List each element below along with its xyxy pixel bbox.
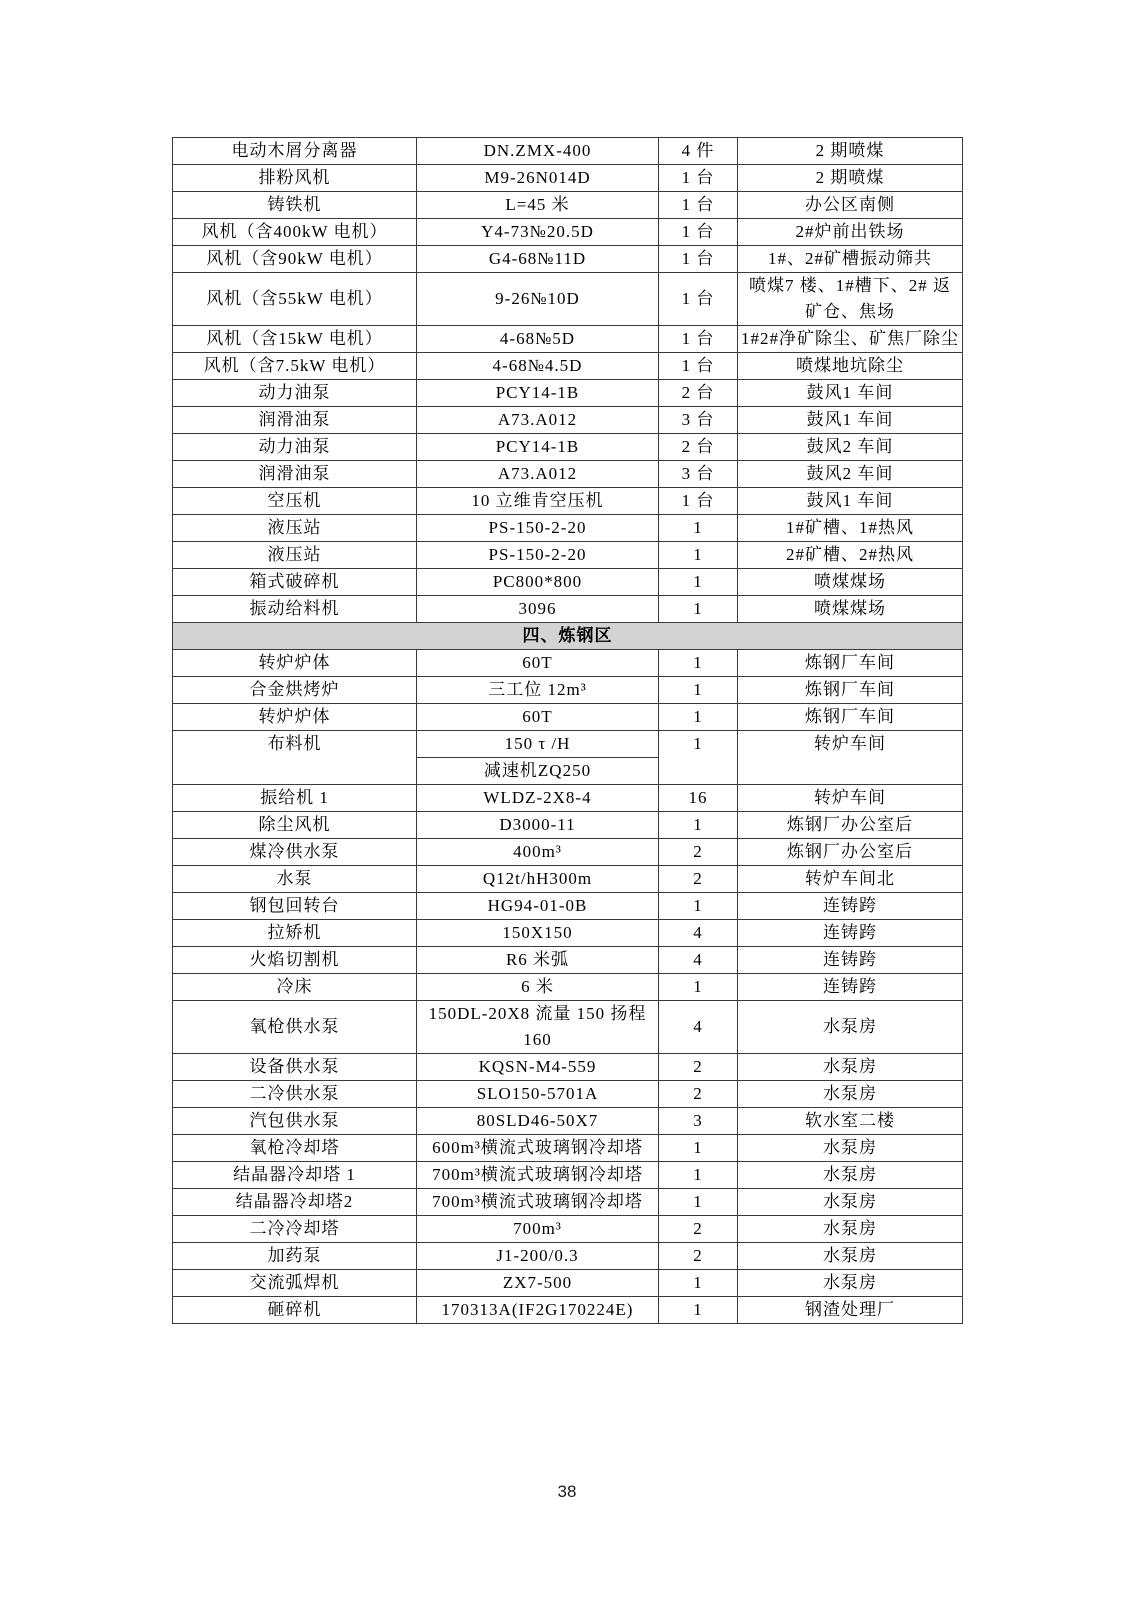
table-row — [173, 1081, 963, 1108]
cell-qty: 2 — [659, 1081, 738, 1108]
table-row — [173, 326, 963, 353]
cell-qty: 1 台 — [659, 219, 738, 246]
cell-location: 鼓风2 车间 — [738, 434, 963, 461]
table-row — [173, 569, 963, 596]
cell-model: R6 米弧 — [417, 947, 659, 974]
cell-location: 水泵房 — [738, 1270, 963, 1297]
cell-name: 氧枪供水泵 — [173, 1001, 417, 1054]
cell-name: 振给机 1 — [173, 785, 417, 812]
cell-name: 风机（含55kW 电机） — [173, 273, 417, 326]
cell-model: L=45 米 — [417, 192, 659, 219]
table-row — [173, 785, 963, 812]
cell-model: 9-26№10D — [417, 273, 659, 326]
cell-qty: 3 台 — [659, 461, 738, 488]
cell-model: WLDZ-2X8-4 — [417, 785, 659, 812]
cell-location: 软水室二楼 — [738, 1108, 963, 1135]
cell-name: 水泵 — [173, 866, 417, 893]
cell-name: 合金烘烤炉 — [173, 677, 417, 704]
cell-qty: 1 — [659, 1135, 738, 1162]
cell-model: 150X150 — [417, 920, 659, 947]
cell-name: 加药泵 — [173, 1243, 417, 1270]
table-row — [173, 596, 963, 623]
table-row — [173, 138, 963, 165]
cell-name: 冷床 — [173, 974, 417, 1001]
table-row — [173, 1135, 963, 1162]
table-row — [173, 893, 963, 920]
cell-qty: 1 — [659, 650, 738, 677]
cell-qty: 1 — [659, 1270, 738, 1297]
table-row — [173, 1243, 963, 1270]
cell-name: 风机（含7.5kW 电机） — [173, 353, 417, 380]
cell-name: 风机（含90kW 电机） — [173, 246, 417, 273]
cell-qty: 1 台 — [659, 326, 738, 353]
cell-location: 炼钢厂车间 — [738, 704, 963, 731]
cell-location: 喷煤地坑除尘 — [738, 353, 963, 380]
cell-model: M9-26N014D — [417, 165, 659, 192]
cell-location: 水泵房 — [738, 1243, 963, 1270]
cell-location: 钢渣处理厂 — [738, 1297, 963, 1324]
cell-qty: 1 — [659, 731, 738, 785]
cell-model: 170313A(IF2G170224E) — [417, 1297, 659, 1324]
cell-location: 转炉车间 — [738, 785, 963, 812]
cell-model: 80SLD46-50X7 — [417, 1108, 659, 1135]
cell-model: 6 米 — [417, 974, 659, 1001]
cell-name: 转炉炉体 — [173, 650, 417, 677]
cell-location: 2 期喷煤 — [738, 165, 963, 192]
cell-name: 煤冷供水泵 — [173, 839, 417, 866]
cell-name: 风机（含15kW 电机） — [173, 326, 417, 353]
cell-model: SLO150-5701A — [417, 1081, 659, 1108]
table-row — [173, 974, 963, 1001]
cell-qty: 1 — [659, 704, 738, 731]
cell-location: 1#2#净矿除尘、矿焦厂除尘 — [738, 326, 963, 353]
cell-model: HG94-01-0B — [417, 893, 659, 920]
cell-name: 除尘风机 — [173, 812, 417, 839]
table-row — [173, 1054, 963, 1081]
cell-model: 700m³横流式玻璃钢冷却塔 — [417, 1189, 659, 1216]
cell-location: 水泵房 — [738, 1216, 963, 1243]
cell-location: 鼓风2 车间 — [738, 461, 963, 488]
table-row — [173, 1297, 963, 1324]
cell-qty: 4 — [659, 1001, 738, 1054]
table-row — [173, 677, 963, 704]
cell-qty: 1 — [659, 893, 738, 920]
cell-model: 4-68№4.5D — [417, 353, 659, 380]
cell-location: 喷煤煤场 — [738, 596, 963, 623]
cell-qty: 1 台 — [659, 246, 738, 273]
table-row — [173, 165, 963, 192]
cell-name: 二冷供水泵 — [173, 1081, 417, 1108]
cell-location: 炼钢厂办公室后 — [738, 839, 963, 866]
cell-qty: 16 — [659, 785, 738, 812]
cell-location: 炼钢厂办公室后 — [738, 812, 963, 839]
cell-name: 铸铁机 — [173, 192, 417, 219]
cell-model: 700m³ — [417, 1216, 659, 1243]
equipment-table — [172, 137, 963, 1324]
cell-name: 风机（含400kW 电机） — [173, 219, 417, 246]
cell-location: 水泵房 — [738, 1001, 963, 1054]
table-row — [173, 434, 963, 461]
table-row — [173, 947, 963, 974]
cell-name: 振动给料机 — [173, 596, 417, 623]
cell-qty: 3 — [659, 1108, 738, 1135]
cell-qty: 3 台 — [659, 407, 738, 434]
cell-model: 700m³横流式玻璃钢冷却塔 — [417, 1162, 659, 1189]
cell-model: 10 立维肯空压机 — [417, 488, 659, 515]
cell-name: 液压站 — [173, 542, 417, 569]
cell-name: 箱式破碎机 — [173, 569, 417, 596]
cell-model: DN.ZMX-400 — [417, 138, 659, 165]
cell-qty: 1 — [659, 974, 738, 1001]
cell-model: PS-150-2-20 — [417, 515, 659, 542]
cell-name: 钢包回转台 — [173, 893, 417, 920]
cell-qty: 2 — [659, 839, 738, 866]
cell-location: 炼钢厂车间 — [738, 650, 963, 677]
cell-name: 结晶器冷却塔 1 — [173, 1162, 417, 1189]
table-row — [173, 1108, 963, 1135]
cell-model: PCY14-1B — [417, 380, 659, 407]
table-row — [173, 1216, 963, 1243]
table-row — [173, 380, 963, 407]
equipment-table-body — [173, 138, 963, 1324]
cell-name: 润滑油泵 — [173, 461, 417, 488]
section-header-label: 四、炼钢区 — [173, 623, 963, 650]
cell-name: 火焰切割机 — [173, 947, 417, 974]
table-row — [173, 353, 963, 380]
cell-location: 鼓风1 车间 — [738, 380, 963, 407]
cell-location: 水泵房 — [738, 1081, 963, 1108]
cell-location: 1#、2#矿槽振动筛共 — [738, 246, 963, 273]
cell-model: G4-68№11D — [417, 246, 659, 273]
cell-name: 交流弧焊机 — [173, 1270, 417, 1297]
table-row — [173, 1162, 963, 1189]
cell-name: 设备供水泵 — [173, 1054, 417, 1081]
table-row — [173, 731, 963, 758]
cell-model: 150DL-20X8 流量 150 扬程 160 — [417, 1001, 659, 1054]
cell-model: A73.A012 — [417, 461, 659, 488]
cell-location: 炼钢厂车间 — [738, 677, 963, 704]
cell-location: 1#矿槽、1#热风 — [738, 515, 963, 542]
table-row — [173, 650, 963, 677]
table-row — [173, 920, 963, 947]
cell-name: 汽包供水泵 — [173, 1108, 417, 1135]
cell-name: 动力油泵 — [173, 380, 417, 407]
cell-location: 水泵房 — [738, 1189, 963, 1216]
cell-qty: 2 — [659, 1216, 738, 1243]
cell-qty: 1 台 — [659, 165, 738, 192]
cell-qty: 1 — [659, 1297, 738, 1324]
table-row — [173, 812, 963, 839]
table-row — [173, 704, 963, 731]
cell-model: D3000-11 — [417, 812, 659, 839]
table-row — [173, 1001, 963, 1054]
table-row — [173, 219, 963, 246]
cell-location: 鼓风1 车间 — [738, 488, 963, 515]
table-row — [173, 1189, 963, 1216]
cell-model: PCY14-1B — [417, 434, 659, 461]
cell-name: 空压机 — [173, 488, 417, 515]
table-row — [173, 839, 963, 866]
cell-qty: 1 台 — [659, 488, 738, 515]
cell-name: 布料机 — [173, 731, 417, 785]
cell-model: PS-150-2-20 — [417, 542, 659, 569]
table-row — [173, 488, 963, 515]
cell-location: 喷煤7 楼、1#槽下、2# 返矿仓、焦场 — [738, 273, 963, 326]
cell-name: 动力油泵 — [173, 434, 417, 461]
cell-name: 拉矫机 — [173, 920, 417, 947]
cell-model: 150 τ /H — [417, 731, 659, 758]
cell-qty: 1 — [659, 515, 738, 542]
cell-name: 氧枪冷却塔 — [173, 1135, 417, 1162]
cell-model: 60T — [417, 650, 659, 677]
table-row — [173, 1270, 963, 1297]
cell-qty: 1 — [659, 1189, 738, 1216]
cell-name: 润滑油泵 — [173, 407, 417, 434]
cell-name: 砸碎机 — [173, 1297, 417, 1324]
table-row — [173, 273, 963, 326]
table-row — [173, 407, 963, 434]
cell-qty: 2 — [659, 866, 738, 893]
cell-location: 喷煤煤场 — [738, 569, 963, 596]
cell-location: 2#炉前出铁场 — [738, 219, 963, 246]
cell-location: 连铸跨 — [738, 893, 963, 920]
cell-name: 转炉炉体 — [173, 704, 417, 731]
cell-model: PC800*800 — [417, 569, 659, 596]
cell-qty: 1 台 — [659, 273, 738, 326]
cell-qty: 1 — [659, 569, 738, 596]
cell-qty: 1 — [659, 677, 738, 704]
cell-location: 转炉车间北 — [738, 866, 963, 893]
cell-qty: 2 台 — [659, 380, 738, 407]
cell-location: 办公区南侧 — [738, 192, 963, 219]
cell-model: 400m³ — [417, 839, 659, 866]
cell-location: 连铸跨 — [738, 920, 963, 947]
cell-name: 二冷冷却塔 — [173, 1216, 417, 1243]
cell-qty: 4 — [659, 947, 738, 974]
table-row — [173, 542, 963, 569]
table-row — [173, 515, 963, 542]
cell-qty: 4 — [659, 920, 738, 947]
cell-model: 4-68№5D — [417, 326, 659, 353]
table-row — [173, 866, 963, 893]
cell-location: 连铸跨 — [738, 947, 963, 974]
table-row — [173, 192, 963, 219]
cell-name: 结晶器冷却塔2 — [173, 1189, 417, 1216]
cell-qty: 1 台 — [659, 353, 738, 380]
cell-model: J1-200/0.3 — [417, 1243, 659, 1270]
cell-location: 2 期喷煤 — [738, 138, 963, 165]
section-header-row — [173, 623, 963, 650]
cell-model: 三工位 12m³ — [417, 677, 659, 704]
cell-name: 电动木屑分离器 — [173, 138, 417, 165]
cell-qty: 1 — [659, 596, 738, 623]
page-number: 38 — [557, 1482, 577, 1501]
cell-qty: 1 — [659, 1162, 738, 1189]
cell-location: 水泵房 — [738, 1162, 963, 1189]
table-row — [173, 246, 963, 273]
cell-location: 水泵房 — [738, 1135, 963, 1162]
cell-model: Y4-73№20.5D — [417, 219, 659, 246]
cell-name: 液压站 — [173, 515, 417, 542]
cell-qty: 2 台 — [659, 434, 738, 461]
cell-qty: 1 — [659, 542, 738, 569]
cell-name: 排粉风机 — [173, 165, 417, 192]
cell-model: 减速机ZQ250 — [417, 758, 659, 785]
cell-location: 连铸跨 — [738, 974, 963, 1001]
cell-location: 鼓风1 车间 — [738, 407, 963, 434]
cell-qty: 1 — [659, 812, 738, 839]
cell-qty: 1 台 — [659, 192, 738, 219]
cell-model: A73.A012 — [417, 407, 659, 434]
cell-qty: 2 — [659, 1054, 738, 1081]
cell-model: ZX7-500 — [417, 1270, 659, 1297]
cell-location: 水泵房 — [738, 1054, 963, 1081]
cell-qty: 4 件 — [659, 138, 738, 165]
cell-location: 2#矿槽、2#热风 — [738, 542, 963, 569]
cell-location: 转炉车间 — [738, 731, 963, 785]
cell-model: KQSN-M4-559 — [417, 1054, 659, 1081]
cell-model: 3096 — [417, 596, 659, 623]
cell-model: Q12t/hH300m — [417, 866, 659, 893]
cell-model: 600m³横流式玻璃钢冷却塔 — [417, 1135, 659, 1162]
cell-model: 60T — [417, 704, 659, 731]
cell-qty: 2 — [659, 1243, 738, 1270]
table-row — [173, 461, 963, 488]
